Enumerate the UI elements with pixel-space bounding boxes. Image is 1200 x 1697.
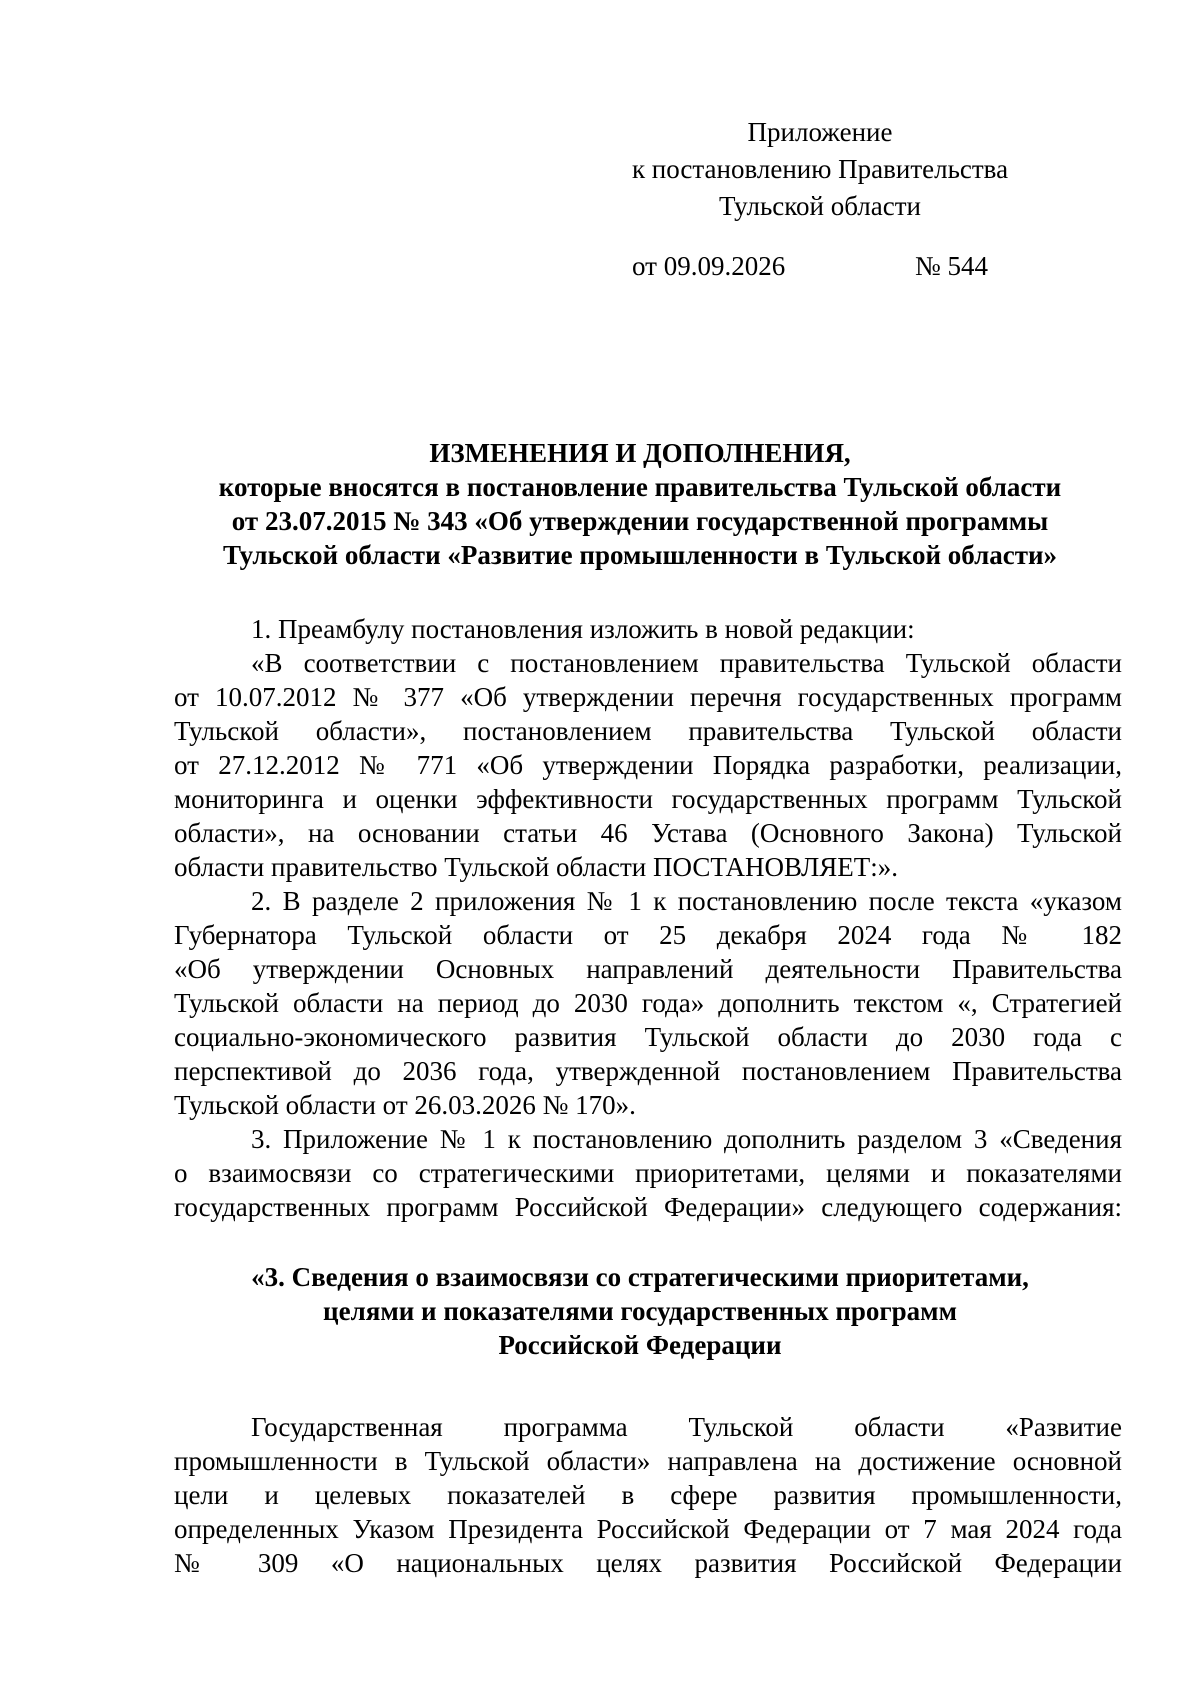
appendix-label: Приложение	[747, 117, 893, 147]
document-date: от 09.09.2026	[632, 251, 786, 281]
appendix-region: Тульской области	[719, 191, 921, 221]
appendix-header	[590, 114, 1050, 225]
paragraph-line: перспективой до 2036 года, утвержденной постановлением Правительства	[174, 1056, 1122, 1086]
paragraph-line: области правительство Тульской области ПОСТАНОВЛЯЕТ:».	[174, 852, 899, 882]
title-line: Тульской области «Развитие промышленности в Тульской области»	[222, 540, 1058, 570]
amendments-body	[174, 612, 1122, 1224]
section-title-line: Российской Федерации	[498, 1330, 782, 1360]
paragraph-line: государственных программ Российской Федерации» следующего содержания:	[174, 1192, 1122, 1222]
paragraph-line: о взаимосвязи со стратегическими приоритетами, целями и показателями	[174, 1158, 1122, 1188]
paragraph-line: области», на основании статьи 46 Устава (Основного Закона) Тульской	[174, 818, 1122, 848]
title-line: ИЗМЕНЕНИЯ И ДОПОЛНЕНИЯ,	[429, 438, 851, 468]
title-line: которые вносятся в постановление правительства Тульской области	[218, 472, 1062, 502]
section-title	[160, 1260, 1120, 1362]
paragraph-line: Губернатора Тульской области от 25 декабря 2024 года № 182	[174, 920, 1122, 950]
paragraph-1-line: 1. Преамбулу постановления изложить в новой редакции:	[251, 614, 915, 644]
paragraph-line: «Об утверждении Основных направлений деятельности Правительства	[174, 954, 1122, 984]
section-title-line: «3. Сведения о взаимосвязи со стратегическими приоритетами,	[251, 1262, 1029, 1292]
paragraph-line: Тульской области», постановлением правительства Тульской области	[174, 716, 1122, 746]
paragraph-line: от 10.07.2012 № 377 «Об утверждении перечня государственных программ	[174, 682, 1122, 712]
section-paragraph-line: цели и целевых показателей в сфере развития промышленности,	[174, 1480, 1122, 1510]
section-body	[174, 1410, 1122, 1580]
paragraph-3-line: 3. Приложение № 1 к постановлению дополнить разделом 3 «Сведения	[251, 1124, 1122, 1154]
document-title	[160, 436, 1120, 572]
document-number: № 544	[915, 251, 989, 281]
paragraph-line: «В соответствии с постановлением правительства Тульской области	[251, 648, 1122, 678]
section-paragraph-line: промышленности в Тульской области» направлена на достижение основной	[174, 1446, 1122, 1476]
paragraph-2-line: 2. В разделе 2 приложения № 1 к постановлению после текста «указом	[251, 886, 1122, 916]
section-paragraph-line: № 309 «О национальных целях развития Российской Федерации	[174, 1548, 1122, 1578]
paragraph-line: Тульской области на период до 2030 года» дополнить текстом «, Стратегией	[174, 988, 1122, 1018]
paragraph-line: от 27.12.2012 № 771 «Об утверждении Порядка разработки, реализации,	[174, 750, 1122, 780]
section-paragraph-line: определенных Указом Президента Российской Федерации от 7 мая 2024 года	[174, 1514, 1122, 1544]
paragraph-line: социально-экономического развития Тульской области до 2030 года с	[174, 1022, 1122, 1052]
paragraph-line: Тульской области от 26.03.2026 № 170».	[174, 1090, 636, 1120]
title-line: от 23.07.2015 № 343 «Об утверждении государственной программы	[231, 506, 1049, 536]
section-title-line: целями и показателями государственных программ	[323, 1296, 957, 1326]
paragraph-line: мониторинга и оценки эффективности государственных программ Тульской	[174, 784, 1122, 814]
section-paragraph-line: Государственная программа Тульской области «Развитие	[251, 1412, 1122, 1442]
appendix-reference: к постановлению Правительства	[631, 154, 1009, 184]
